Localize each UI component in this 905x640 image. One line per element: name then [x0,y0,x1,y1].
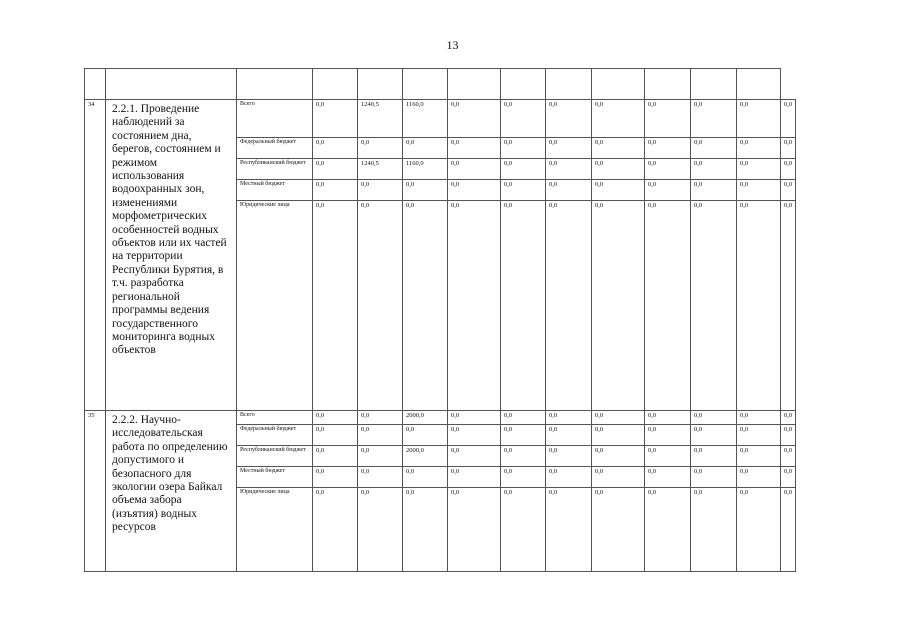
value-cell: 0,0 [501,411,546,425]
value-cell: 0,0 [448,411,501,425]
value-cell: 0,0 [358,446,403,467]
value-cell: 0,0 [313,488,358,572]
row-number: 35 [85,411,106,572]
value-cell: 0,0 [737,446,781,467]
funding-source: Федеральный бюджет [237,138,313,159]
value-cell: 2000,0 [403,411,448,425]
funding-source: Местный бюджет [237,180,313,201]
value-cell: 1160,0 [403,159,448,180]
value-cell: 0,0 [691,411,737,425]
funding-source: Юридические лица [237,488,313,572]
value-cell: 0,0 [691,201,737,411]
value-cell: 0,0 [358,425,403,446]
value-cell: 0,0 [403,201,448,411]
value-cell: 0,0 [592,100,645,138]
value-cell: 0,0 [313,467,358,488]
value-cell: 0,0 [403,138,448,159]
value-cell: 0,0 [691,159,737,180]
funding-source: Юридические лица [237,201,313,411]
value-cell: 0,0 [546,100,592,138]
page-number: 13 [446,38,459,52]
value-cell: 0,0 [691,446,737,467]
value-cell: 0,0 [448,201,501,411]
empty-header-row [85,69,796,100]
value-cell: 0,0 [358,411,403,425]
value-cell: 0,0 [313,100,358,138]
value-cell: 0,0 [313,201,358,411]
value-cell: 0,0 [592,488,645,572]
value-cell: 0,0 [691,138,737,159]
activity-description: 2.2.2. Научно-исследовательская работа по определению допустимого и безопасного для экологии озера Байкал объема забора (изъятия) водных ресурсов [106,411,237,572]
table-row [85,411,796,425]
value-cell: 0,0 [592,467,645,488]
value-cell: 0,0 [781,411,796,425]
funding-source: Республиканский бюджет [237,159,313,180]
value-cell: 0,0 [358,467,403,488]
value-cell: 1240,5 [358,100,403,138]
value-cell: 0,0 [781,180,796,201]
value-cell: 0,0 [691,425,737,446]
value-cell: 0,0 [546,138,592,159]
value-cell: 0,0 [448,159,501,180]
value-cell: 2000,0 [403,446,448,467]
row-number: 34 [85,100,106,411]
value-cell: 0,0 [737,488,781,572]
funding-source: Местный бюджет [237,467,313,488]
table-row [85,100,796,138]
value-cell: 0,0 [645,425,691,446]
value-cell: 0,0 [645,488,691,572]
value-cell: 0,0 [645,411,691,425]
value-cell: 0,0 [448,180,501,201]
value-cell: 0,0 [546,411,592,425]
funding-source: Всего [237,411,313,425]
value-cell: 0,0 [313,411,358,425]
value-cell: 0,0 [781,446,796,467]
value-cell: 0,0 [546,159,592,180]
value-cell: 0,0 [592,159,645,180]
value-cell: 0,0 [645,446,691,467]
value-cell: 0,0 [691,100,737,138]
value-cell: 0,0 [501,138,546,159]
value-cell: 0,0 [737,138,781,159]
value-cell: 0,0 [313,425,358,446]
value-cell: 0,0 [737,411,781,425]
value-cell: 0,0 [645,100,691,138]
value-cell: 0,0 [645,201,691,411]
value-cell: 0,0 [313,159,358,180]
value-cell: 0,0 [645,180,691,201]
value-cell: 0,0 [313,138,358,159]
value-cell: 0,0 [501,100,546,138]
value-cell: 0,0 [737,180,781,201]
value-cell: 0,0 [358,201,403,411]
value-cell: 0,0 [737,201,781,411]
value-cell: 0,0 [781,467,796,488]
value-cell: 0,0 [501,180,546,201]
value-cell: 0,0 [781,488,796,572]
value-cell: 1240,5 [358,159,403,180]
value-cell: 0,0 [592,138,645,159]
value-cell: 0,0 [737,159,781,180]
funding-table [84,68,796,572]
value-cell: 0,0 [501,159,546,180]
value-cell: 0,0 [691,180,737,201]
value-cell: 0,0 [501,425,546,446]
value-cell: 0,0 [645,138,691,159]
value-cell: 0,0 [781,100,796,138]
value-cell: 0,0 [781,138,796,159]
value-cell: 0,0 [448,138,501,159]
value-cell: 0,0 [403,488,448,572]
value-cell: 0,0 [592,180,645,201]
value-cell: 0,0 [448,100,501,138]
value-cell: 0,0 [501,201,546,411]
value-cell: 0,0 [546,180,592,201]
value-cell: 1160,0 [403,100,448,138]
value-cell: 0,0 [546,446,592,467]
value-cell: 0,0 [691,467,737,488]
value-cell: 0,0 [448,425,501,446]
value-cell: 0,0 [546,488,592,572]
value-cell: 0,0 [448,446,501,467]
value-cell: 0,0 [448,467,501,488]
activity-description: 2.2.1. Проведение наблюдений за состоянием дна, берегов, состоянием и режимом использования водоохранных зон, изменениями морфометрических особенностей водных объектов или их частей на территории Республики Бурятия, в т.ч. разработка региональной программы ведения государственного мониторинга водных объектов [106,100,237,411]
value-cell: 0,0 [781,201,796,411]
funding-source: Республиканский бюджет [237,446,313,467]
value-cell: 0,0 [403,425,448,446]
value-cell: 0,0 [358,138,403,159]
value-cell: 0,0 [592,201,645,411]
value-cell: 0,0 [546,467,592,488]
value-cell: 0,0 [691,488,737,572]
value-cell: 0,0 [546,201,592,411]
value-cell: 0,0 [592,425,645,446]
value-cell: 0,0 [501,467,546,488]
funding-source: Всего [237,100,313,138]
value-cell: 0,0 [358,488,403,572]
value-cell: 0,0 [546,425,592,446]
value-cell: 0,0 [645,159,691,180]
value-cell: 0,0 [403,180,448,201]
value-cell: 0,0 [313,180,358,201]
value-cell: 0,0 [501,488,546,572]
value-cell: 0,0 [781,159,796,180]
value-cell: 0,0 [645,467,691,488]
value-cell: 0,0 [737,100,781,138]
value-cell: 0,0 [403,467,448,488]
funding-source: Федеральный бюджет [237,425,313,446]
value-cell: 0,0 [592,411,645,425]
value-cell: 0,0 [358,180,403,201]
value-cell: 0,0 [313,446,358,467]
value-cell: 0,0 [781,425,796,446]
value-cell: 0,0 [737,467,781,488]
value-cell: 0,0 [592,446,645,467]
value-cell: 0,0 [737,425,781,446]
value-cell: 0,0 [501,446,546,467]
value-cell: 0,0 [448,488,501,572]
